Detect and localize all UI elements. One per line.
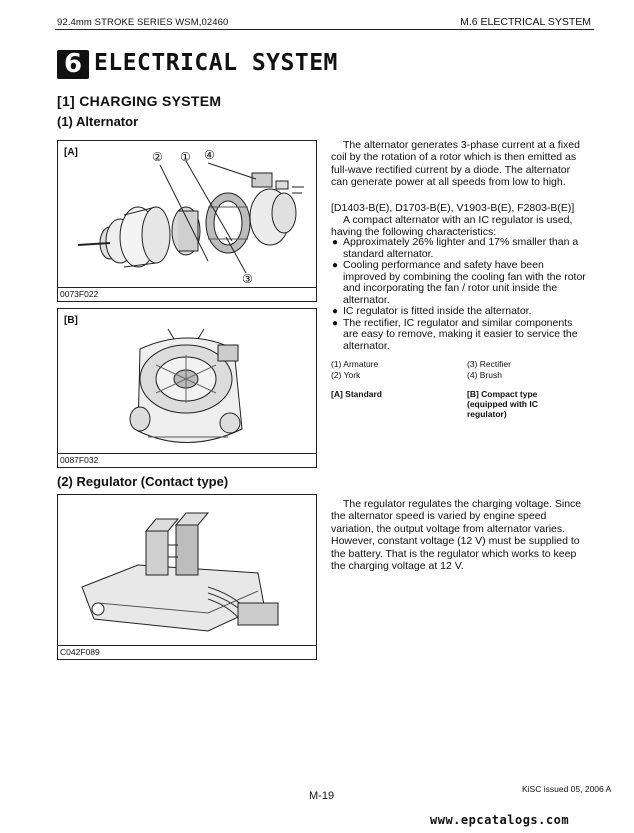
callout-2: ② (152, 150, 163, 164)
legend-compact: [B] Compact type (equipped with IC regulator) (467, 389, 538, 419)
compact-alternator-drawing (58, 309, 316, 467)
subsection-title: [1] CHARGING SYSTEM (57, 93, 222, 109)
list-item: ● The rectifier, IC regulator and similar components are easy to remove, making it easier to service the alternator. (332, 316, 578, 352)
exploded-alternator-drawing (58, 141, 316, 301)
figure-a-code: 0073F022 (60, 289, 99, 299)
legend-york: (2) York (331, 370, 361, 380)
figure-c-code: C042F089 (60, 647, 100, 657)
figure-b-label: [B] (64, 315, 78, 326)
figure-b-compact-alternator (57, 308, 317, 468)
legend-rectifier: (3) Rectifier (467, 359, 511, 369)
page-number: M-19 (309, 790, 335, 802)
list-item: ● IC regulator is fitted inside the alternator. (332, 305, 532, 317)
figure-b-code: 0087F032 (60, 455, 99, 465)
figure-legend (331, 389, 589, 419)
characteristics-list (331, 237, 589, 352)
bullet-icon: ● (332, 317, 339, 329)
bullet-icon: ● (332, 260, 339, 271)
callout-4: ④ (204, 148, 215, 162)
model-list: [D1403-B(E), D1703-B(E), V1903-B(E), F2803-B(E)] (331, 202, 575, 214)
callout-3: ③ (242, 272, 253, 286)
list-item: ● Approximately 26% lighter and 17% smaller than a standard alternator. (332, 236, 579, 260)
figure-c-code-rule (58, 645, 316, 646)
section-title: ELECTRICAL SYSTEM (94, 50, 338, 76)
alternator-intro-paragraph: The alternator generates 3-phase current at a fixed coil by the rotation of a rotor which is then emitted as full-wave rectified current by a diode. The alternator can generate power at all speeds from low to high. (331, 139, 580, 189)
figure-a-exploded-alternator (57, 140, 317, 302)
figure-a-label: [A] (64, 147, 78, 158)
list-item: ● Cooling performance and safety have been improved by combining the cooling fan with the rotor and incorporating the fan / rotor unit inside the alternator. (332, 259, 586, 306)
parts-legend (331, 359, 589, 381)
watermark: www.epcatalogs.com (430, 813, 570, 827)
figure-b-code-rule (58, 453, 316, 454)
issue-date: KiSC issued 05, 2006 A (522, 784, 612, 794)
regulator-heading: (2) Regulator (Contact type) (57, 474, 229, 489)
header-left: 92.4mm STROKE SERIES WSM,02460 (57, 17, 229, 28)
regulator-drawing (58, 495, 316, 659)
figure-a-code-rule (58, 287, 316, 288)
legend-brush: (4) Brush (467, 370, 502, 380)
header-rule (55, 29, 594, 30)
legend-armature: (1) Armature (331, 359, 379, 369)
header-right: M.6 ELECTRICAL SYSTEM (460, 16, 591, 28)
callout-1: ① (180, 150, 191, 164)
figure-c-regulator (57, 494, 317, 660)
regulator-paragraph: The regulator regulates the charging voltage. Since the alternator speed is varied by engine speed variation, the output voltage from alternator varies. However, constant voltage (12 V) must be supplied to the battery. That is the regulator which works to keep the charging voltage at 12 V. (331, 498, 582, 573)
alternator-heading: (1) Alternator (57, 114, 139, 129)
bullet-icon: ● (332, 306, 339, 317)
section-number-badge: 6 (57, 50, 89, 79)
compact-alternator-paragraph: A compact alternator with an IC regulator is used, having the following characteristics: (331, 214, 573, 239)
bullet-icon: ● (332, 237, 339, 248)
legend-standard: [A] Standard (331, 389, 382, 399)
